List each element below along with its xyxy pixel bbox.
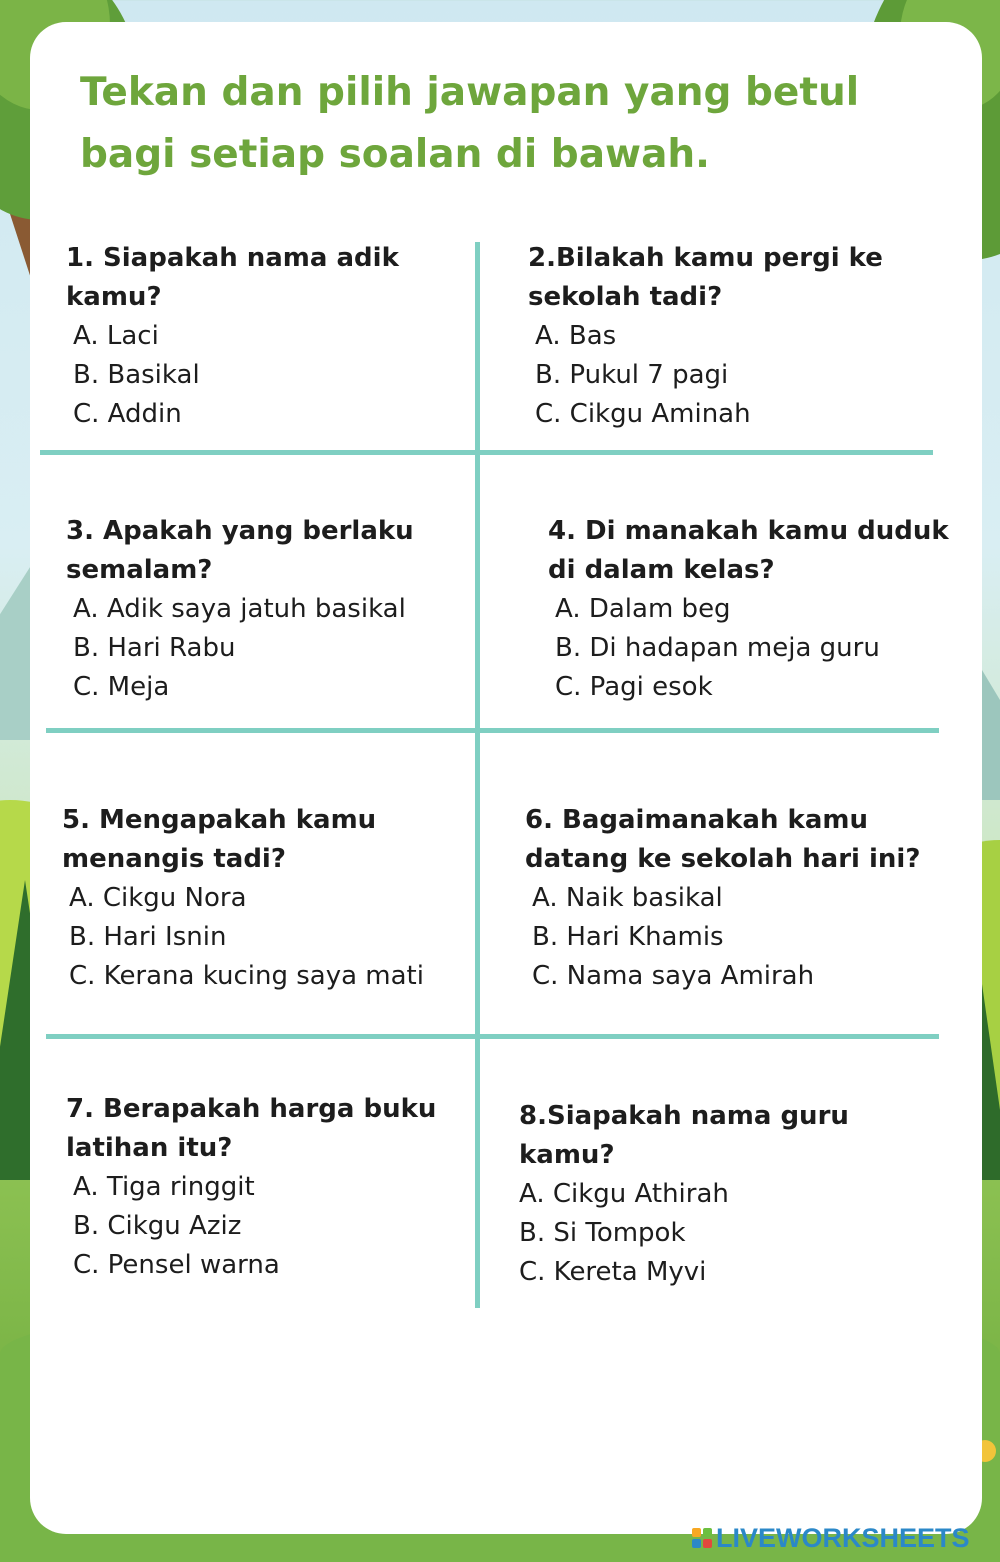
option-a[interactable]: A. Naik basikal <box>532 883 723 913</box>
question-7 <box>66 1090 486 1285</box>
worksheet-card <box>30 22 982 1534</box>
option-b[interactable]: B. Pukul 7 pagi <box>535 360 729 390</box>
liveworksheets-logo[interactable] <box>692 1520 970 1556</box>
question-5 <box>62 801 482 996</box>
option-b[interactable]: B. Basikal <box>73 360 200 390</box>
question-text: 4. Di manakah kamu duduk di dalam kelas? <box>548 516 949 585</box>
horizontal-divider <box>46 1034 939 1039</box>
option-a[interactable]: A. Adik saya jatuh basikal <box>73 594 406 624</box>
option-b[interactable]: B. Hari Rabu <box>73 633 236 663</box>
option-a[interactable]: A. Tiga ringgit <box>73 1172 255 1202</box>
question-2 <box>528 239 948 434</box>
horizontal-divider <box>40 450 933 455</box>
question-text: 2.Bilakah kamu pergi ke sekolah tadi? <box>528 243 883 312</box>
option-a[interactable]: A. Cikgu Athirah <box>519 1179 729 1209</box>
option-a[interactable]: A. Bas <box>535 321 617 351</box>
option-c[interactable]: C. Cikgu Aminah <box>535 399 751 429</box>
option-a[interactable]: A. Dalam beg <box>555 594 731 624</box>
logo-icon <box>692 1528 712 1548</box>
question-text: 1. Siapakah nama adik kamu? <box>66 243 399 312</box>
option-c[interactable]: C. Meja <box>73 672 170 702</box>
option-c[interactable]: C. Nama saya Amirah <box>532 961 815 991</box>
option-b[interactable]: B. Di hadapan meja guru <box>555 633 880 663</box>
option-b[interactable]: B. Cikgu Aziz <box>73 1211 242 1241</box>
question-6 <box>525 801 965 996</box>
option-c[interactable]: C. Kerana kucing saya mati <box>69 961 424 991</box>
question-1 <box>66 239 486 434</box>
worksheet-title: Tekan dan pilih jawapan yang betul bagi setiap soalan di bawah. <box>80 70 860 177</box>
question-3 <box>66 512 486 707</box>
question-text: 8.Siapakah nama guru kamu? <box>519 1101 849 1170</box>
option-c[interactable]: C. Pensel warna <box>73 1250 280 1280</box>
horizontal-divider <box>46 728 939 733</box>
option-c[interactable]: C. Kereta Myvi <box>519 1257 707 1287</box>
question-text: 3. Apakah yang berlaku semalam? <box>66 516 414 585</box>
option-b[interactable]: B. Hari Khamis <box>532 922 724 952</box>
option-a[interactable]: A. Cikgu Nora <box>69 883 247 913</box>
option-b[interactable]: B. Hari Isnin <box>69 922 227 952</box>
option-a[interactable]: A. Laci <box>73 321 159 351</box>
logo-text: LIVEWORKSHEETS <box>716 1522 970 1553</box>
question-4 <box>548 512 968 707</box>
option-b[interactable]: B. Si Tompok <box>519 1218 686 1248</box>
option-c[interactable]: C. Addin <box>73 399 182 429</box>
question-text: 6. Bagaimanakah kamu datang ke sekolah hari ini? <box>525 805 921 874</box>
question-8 <box>519 1097 939 1292</box>
question-text: 7. Berapakah harga buku latihan itu? <box>66 1094 437 1163</box>
question-text: 5. Mengapakah kamu menangis tadi? <box>62 805 377 874</box>
option-c[interactable]: C. Pagi esok <box>555 672 713 702</box>
